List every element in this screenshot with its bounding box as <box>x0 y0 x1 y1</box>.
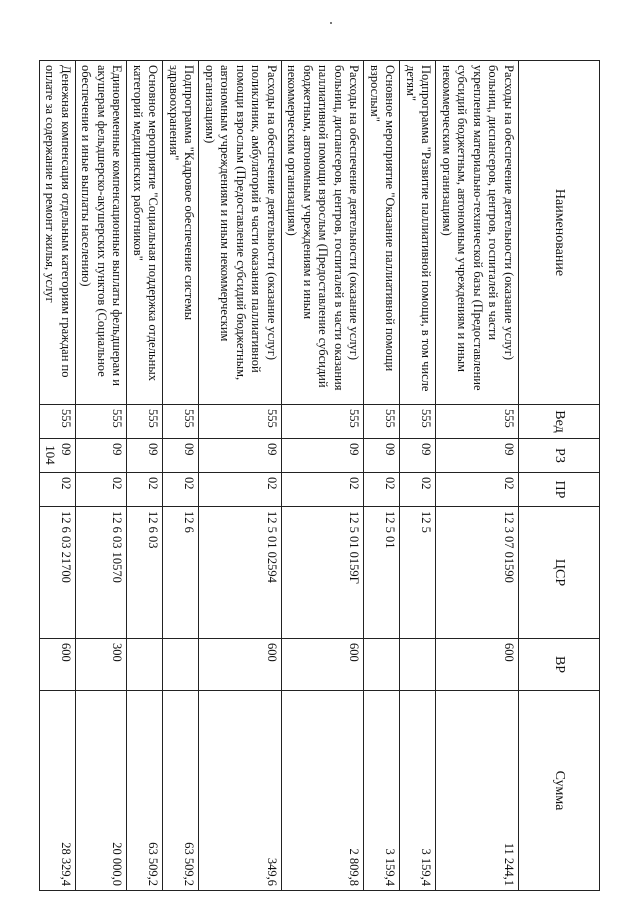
cell-name: Основное мероприятие "Социальная поддержка отдельных категорий медицинских работников" <box>127 61 163 405</box>
budget-table <box>39 60 600 891</box>
cell-name: Основное мероприятие "Оказание паллиативной помощи взрослым" <box>364 61 400 405</box>
header-sum: Сумма <box>519 691 600 891</box>
cell-ved: 555 <box>40 405 76 439</box>
cell-csr: 12 3 07 01590 <box>436 507 519 639</box>
cell-vr: 600 <box>40 639 76 691</box>
cell-name: Расходы на обеспечение деятельности (оказание услуг) больниц, диспансеров, центров, госпиталей в части укрепления материально-технической базы (Предоставление субсидий бюджетным, автономным учреждениям и иным некоммерческим организациям) <box>436 61 519 405</box>
cell-ved: 555 <box>199 405 282 439</box>
header-vr: ВР <box>519 639 600 691</box>
cell-name: Денежная компенсация отдельным категориям граждан по оплате за содержание и ремонт жилья, услуг <box>40 61 76 405</box>
cell-name: Единовременные компенсационные выплаты фельдшерам и акушерам фельдшерско-акушерских пунктов (Социальное обеспечение и иные выплаты населению) <box>76 61 128 405</box>
cell-vr: 600 <box>199 639 282 691</box>
cell-pr: 02 <box>163 473 199 507</box>
cell-ved: 555 <box>436 405 519 439</box>
scan-speck <box>330 22 332 24</box>
cell-rz: 09 <box>76 439 128 473</box>
header-ved: Вед <box>519 405 600 439</box>
cell-ved: 555 <box>127 405 163 439</box>
cell-sum: 3 159,4 <box>364 691 400 891</box>
header-csr: ЦСР <box>519 507 600 639</box>
table-row <box>400 61 436 891</box>
table-row <box>163 61 199 891</box>
cell-pr: 02 <box>40 473 76 507</box>
cell-vr <box>400 639 436 691</box>
table-row <box>127 61 163 891</box>
cell-rz: 09 <box>199 439 282 473</box>
cell-vr: 300 <box>76 639 128 691</box>
table-row <box>76 61 128 891</box>
header-pr: ПР <box>519 473 600 507</box>
cell-name: Подпрограмма "Кадровое обеспечение системы здравоохранения" <box>163 61 199 405</box>
cell-sum: 63 509,2 <box>163 691 199 891</box>
cell-pr: 02 <box>127 473 163 507</box>
page-number: 104 <box>43 445 58 465</box>
cell-pr: 02 <box>436 473 519 507</box>
cell-vr <box>163 639 199 691</box>
cell-sum: 63 509,2 <box>127 691 163 891</box>
table-row <box>199 61 282 891</box>
table-row <box>282 61 365 891</box>
cell-vr: 600 <box>282 639 365 691</box>
cell-csr: 12 5 01 <box>364 507 400 639</box>
cell-csr: 12 6 03 <box>127 507 163 639</box>
cell-rz: 09 <box>282 439 365 473</box>
cell-name: Подпрограмма "Развитие паллиативной помощи, в том числе детям" <box>400 61 436 405</box>
cell-rz: 09 <box>163 439 199 473</box>
cell-csr: 12 5 01 02594 <box>199 507 282 639</box>
cell-csr: 12 6 03 21700 <box>40 507 76 639</box>
cell-ved: 555 <box>76 405 128 439</box>
table-row <box>40 61 76 891</box>
cell-csr: 12 6 <box>163 507 199 639</box>
cell-vr <box>127 639 163 691</box>
table-header-row <box>519 61 600 891</box>
cell-name: Расходы на обеспечение деятельности (оказание услуг) поликлиник, амбулаторий в части оказания паллиативной помощи взрослым (Предоставление субсидий бюджетным, автономным учреждениям и иным некоммерческим организациям) <box>199 61 282 405</box>
cell-rz: 09 <box>400 439 436 473</box>
cell-sum: 349,6 <box>199 691 282 891</box>
cell-csr: 12 5 <box>400 507 436 639</box>
cell-ved: 555 <box>400 405 436 439</box>
cell-rz: 09 <box>436 439 519 473</box>
cell-vr <box>364 639 400 691</box>
cell-ved: 555 <box>282 405 365 439</box>
cell-pr: 02 <box>76 473 128 507</box>
cell-sum: 20 000,0 <box>76 691 128 891</box>
header-rz: РЗ <box>519 439 600 473</box>
cell-sum: 3 159,4 <box>400 691 436 891</box>
cell-pr: 02 <box>364 473 400 507</box>
cell-vr: 600 <box>436 639 519 691</box>
table-row <box>364 61 400 891</box>
table-row <box>436 61 519 891</box>
cell-rz: 09 <box>127 439 163 473</box>
cell-pr: 02 <box>199 473 282 507</box>
cell-csr: 12 5 01 0159Г <box>282 507 365 639</box>
cell-sum: 2 809,8 <box>282 691 365 891</box>
cell-name: Расходы на обеспечение деятельности (оказание услуг) больниц, диспансеров, центров, госпиталей в части оказания паллиативной помощи взрослым (Предоставление субсидий бюджетным, автономным учреждениям и иным некоммерческим организациям) <box>282 61 365 405</box>
cell-ved: 555 <box>364 405 400 439</box>
cell-ved: 555 <box>163 405 199 439</box>
cell-pr: 02 <box>282 473 365 507</box>
cell-pr: 02 <box>400 473 436 507</box>
header-name: Наименование <box>519 61 600 405</box>
cell-sum: 11 244,1 <box>436 691 519 891</box>
cell-rz: 09 <box>40 439 76 473</box>
cell-sum: 28 329,4 <box>40 691 76 891</box>
cell-rz: 09 <box>364 439 400 473</box>
cell-csr: 12 6 03 10570 <box>76 507 128 639</box>
